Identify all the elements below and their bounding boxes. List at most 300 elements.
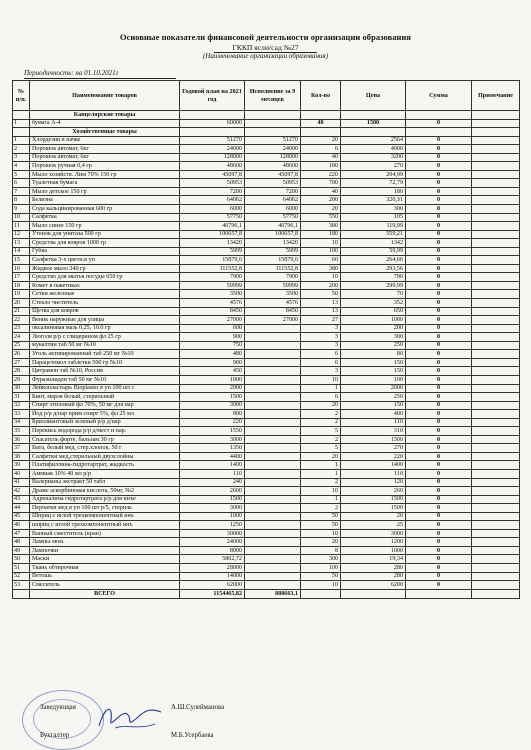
quantity-value: 200	[301, 196, 341, 205]
note-value	[472, 281, 520, 290]
table-row	[13, 367, 520, 376]
signature-role-accountant: Бухгалтер	[40, 732, 70, 739]
table-row	[13, 546, 520, 555]
row-number: 35	[13, 427, 30, 436]
item-name: Мыло синее 150 гр	[30, 222, 180, 231]
table-row	[13, 247, 520, 256]
quantity-value: 2	[301, 410, 341, 419]
section-title: Хозяйственные товары	[30, 128, 180, 137]
quantity-value: 20	[301, 452, 341, 461]
table-row	[13, 435, 520, 444]
price-value: 400	[341, 410, 406, 419]
execution-value	[245, 435, 301, 444]
item-name: бумага А-4	[30, 119, 180, 128]
plan-value: 6000	[180, 205, 245, 214]
row-number: 25	[13, 341, 30, 350]
price-value: 200	[341, 324, 406, 333]
sum-value: 0	[406, 153, 472, 162]
quantity-value: 20	[301, 538, 341, 547]
row-number: 32	[13, 401, 30, 410]
quantity-value: 50	[301, 572, 341, 581]
execution-value	[245, 401, 301, 410]
table-row	[13, 418, 520, 427]
item-name: Салфетки мед,стерильный двухслойны	[30, 452, 180, 461]
sum-value: 0	[406, 546, 472, 555]
item-name: Мыло хозяйств. Лим 70% 150 гр	[30, 170, 180, 179]
execution-value	[245, 341, 301, 350]
table-row	[13, 290, 520, 299]
sum-value: 0	[406, 162, 472, 171]
item-name: Цитрамон таб №10, Россия	[30, 367, 180, 376]
execution-value	[245, 572, 301, 581]
quantity-value: 10	[301, 581, 341, 590]
sum-value: 0	[406, 341, 472, 350]
quantity-value: 27	[301, 316, 341, 325]
quantity-value: 5	[301, 427, 341, 436]
quantity-value: 20	[301, 136, 341, 145]
quantity-value: 6	[301, 350, 341, 359]
row-number: 43	[13, 495, 30, 504]
item-name: Бриллиантовый зеленый р/р д/нар	[30, 418, 180, 427]
sum-value: 0	[406, 316, 472, 325]
execution-value: 4576	[245, 299, 301, 308]
table-row	[13, 119, 520, 128]
note-value	[472, 299, 520, 308]
plan-value: 1350	[180, 444, 245, 453]
execution-value	[245, 324, 301, 333]
execution-value	[245, 504, 301, 513]
price-value: 110	[341, 469, 406, 478]
sum-value: 0	[406, 213, 472, 222]
plan-value: 1500	[180, 495, 245, 504]
row-number: 7	[13, 187, 30, 196]
quantity-value: 6	[301, 145, 341, 154]
quantity-value: 1	[301, 461, 341, 470]
price-value: 1200	[341, 538, 406, 547]
note-value	[472, 538, 520, 547]
item-name: Средство для мытья посуды 650 гр	[30, 273, 180, 282]
item-name: Вата, белый мед, стер.хлопок, 50 г	[30, 444, 180, 453]
sum-value: 0	[406, 452, 472, 461]
table-row	[13, 504, 520, 513]
plan-value: 50953	[180, 179, 245, 188]
price-value: 20	[341, 512, 406, 521]
quantity-value: 3	[301, 367, 341, 376]
price-value: 100	[341, 375, 406, 384]
execution-value: 57750	[245, 213, 301, 222]
note-value	[472, 393, 520, 402]
price-value: 3200	[341, 153, 406, 162]
sum-value: 0	[406, 367, 472, 376]
execution-value	[245, 393, 301, 402]
quantity-value: 50	[301, 521, 341, 530]
execution-value	[245, 418, 301, 427]
quantity-value: 2	[301, 418, 341, 427]
plan-value: 1250	[180, 521, 245, 530]
row-number: 24	[13, 333, 30, 342]
row-number: 13	[13, 239, 30, 248]
quantity-value: 700	[301, 179, 341, 188]
quantity-value: 13	[301, 299, 341, 308]
note-value	[472, 358, 520, 367]
execution-value: 13420	[245, 239, 301, 248]
plan-value: 1500	[180, 393, 245, 402]
table-row	[13, 264, 520, 273]
plan-value: 7900	[180, 273, 245, 282]
table-row	[13, 333, 520, 342]
sum-value: 0	[406, 529, 472, 538]
document-title: Основные показатели финансовой деятельности организации образования	[119, 33, 412, 42]
price-value: 150	[341, 358, 406, 367]
execution-value: 64062	[245, 196, 301, 205]
execution-value: 7200	[245, 187, 301, 196]
sum-value: 0	[406, 512, 472, 521]
table-row	[13, 307, 520, 316]
sum-value: 0	[406, 196, 472, 205]
price-value: 650	[341, 307, 406, 316]
row-number: 36	[13, 435, 30, 444]
item-name: Средства для ковров 1000 гр	[30, 239, 180, 248]
execution-value	[245, 487, 301, 496]
note-value	[472, 350, 520, 359]
quantity-value: 10	[301, 529, 341, 538]
table-row	[13, 444, 520, 453]
row-number: 45	[13, 512, 30, 521]
signature-name-head: А.Ш.Сулейманова	[171, 704, 225, 711]
row-number: 23	[13, 324, 30, 333]
note-value	[472, 478, 520, 487]
row-number: 1	[13, 119, 30, 128]
note-value	[472, 205, 520, 214]
execution-value	[245, 469, 301, 478]
price-value: 3000	[341, 529, 406, 538]
plan-value: 128000	[180, 153, 245, 162]
plan-value: 3000	[180, 435, 245, 444]
quantity-value: 220	[301, 170, 341, 179]
price-value: 72,79	[341, 179, 406, 188]
price-value: 150	[341, 401, 406, 410]
execution-value	[245, 495, 301, 504]
table-row	[13, 384, 520, 393]
price-value: 1500	[341, 495, 406, 504]
table-row	[13, 350, 520, 359]
row-number: 10	[13, 213, 30, 222]
execution-value	[245, 367, 301, 376]
plan-value: 3000	[180, 504, 245, 513]
execution-value: 100657,8	[245, 230, 301, 239]
price-value: 260	[341, 487, 406, 496]
plan-value: 60000	[180, 119, 245, 128]
section-row	[13, 128, 520, 137]
plan-value: 900	[180, 333, 245, 342]
note-value	[472, 452, 520, 461]
quantity-value: 40	[301, 119, 341, 128]
row-number: 29	[13, 375, 30, 384]
sum-value: 0	[406, 350, 472, 359]
row-number: 5	[13, 170, 30, 179]
item-name: Порошок автомат, 6кг	[30, 145, 180, 154]
quantity-value: 1	[301, 384, 341, 393]
sum-value: 0	[406, 170, 472, 179]
sum-value: 0	[406, 435, 472, 444]
table-row	[13, 427, 520, 436]
note-value	[472, 401, 520, 410]
section-title: Канцелярские товары	[30, 111, 180, 120]
price-value: 59,99	[341, 247, 406, 256]
sum-value: 0	[406, 427, 472, 436]
sum-value: 0	[406, 410, 472, 419]
plan-value: 111552,8	[180, 264, 245, 273]
item-name: шприц с иглой трехкомпонентный инъ	[30, 521, 180, 530]
note-value	[472, 290, 520, 299]
sum-value: 0	[406, 324, 472, 333]
plan-value: 62000	[180, 581, 245, 590]
note-value	[472, 487, 520, 496]
item-name: Драже аскорбиновая кислота, 50мг, №2	[30, 487, 180, 496]
table-row	[13, 393, 520, 402]
execution-value	[245, 512, 301, 521]
plan-value: 5999	[180, 247, 245, 256]
note-value	[472, 230, 520, 239]
sum-value: 0	[406, 418, 472, 427]
sum-value: 0	[406, 179, 472, 188]
row-number: 3	[13, 153, 30, 162]
row-number: 4	[13, 162, 30, 171]
table-row	[13, 538, 520, 547]
table-row	[13, 136, 520, 145]
execution-value	[245, 333, 301, 342]
sum-value: 0	[406, 572, 472, 581]
sum-value: 0	[406, 581, 472, 590]
sum-value: 0	[406, 239, 472, 248]
item-name: Ткань обтирочная	[30, 563, 180, 572]
table-row	[13, 187, 520, 196]
quantity-value: 1	[301, 469, 341, 478]
item-name: Салфетка	[30, 213, 180, 222]
plan-value: 4400	[180, 452, 245, 461]
item-name: Лампы люм.	[30, 538, 180, 547]
sum-value: 0	[406, 504, 472, 513]
signature-name-accountant: М.Б.Усербаева	[171, 732, 214, 739]
price-value: 1000	[341, 316, 406, 325]
price-value: 299,99	[341, 281, 406, 290]
plan-value: 51270	[180, 136, 245, 145]
plan-value: 3000	[180, 401, 245, 410]
plan-value: 900	[180, 358, 245, 367]
plan-value: 1000	[180, 375, 245, 384]
note-value	[472, 324, 520, 333]
note-value	[472, 307, 520, 316]
execution-value: 15879,6	[245, 256, 301, 265]
plan-value: 100657,8	[180, 230, 245, 239]
table-row	[13, 222, 520, 231]
table-row	[13, 341, 520, 350]
plan-value: 1000	[180, 512, 245, 521]
row-number: 9	[13, 205, 30, 214]
item-name: Туалетная бумага	[30, 179, 180, 188]
row-number: 8	[13, 196, 30, 205]
item-name: Ветошь	[30, 572, 180, 581]
signature-role-head: Заведующая	[40, 704, 76, 711]
plan-value: 48600	[180, 162, 245, 171]
note-value	[472, 384, 520, 393]
row-number: 1	[13, 136, 30, 145]
organization-stamp	[22, 690, 104, 750]
row-number: 33	[13, 410, 30, 419]
note-value	[472, 256, 520, 265]
plan-value: 2600	[180, 487, 245, 496]
note-value	[472, 119, 520, 128]
price-value: 80	[341, 350, 406, 359]
plan-value: 800	[180, 410, 245, 419]
quantity-value: 380	[301, 222, 341, 231]
quantity-value: 3	[301, 341, 341, 350]
plan-value: 14000	[180, 572, 245, 581]
plan-value: 64062	[180, 196, 245, 205]
table-body	[13, 111, 520, 590]
note-value	[472, 529, 520, 538]
price-value: 220	[341, 452, 406, 461]
note-value	[472, 581, 520, 590]
plan-value: 45097,8	[180, 170, 245, 179]
quantity-value: 2	[301, 435, 341, 444]
item-name: Перчатки мед в уп 100 шт р/5, стериль	[30, 504, 180, 513]
note-value	[472, 162, 520, 171]
quantity-value: 3	[301, 333, 341, 342]
row-number: 48	[13, 538, 30, 547]
item-name: Спасатель форте, бальзам 30 гр	[30, 435, 180, 444]
quantity-value: 180	[301, 162, 341, 171]
table-row	[13, 256, 520, 265]
plan-value: 480	[180, 350, 245, 359]
quantity-value: 50	[301, 512, 341, 521]
sum-value: 0	[406, 487, 472, 496]
table-row	[13, 461, 520, 470]
execution-value: 3500	[245, 290, 301, 299]
price-value: 270	[341, 444, 406, 453]
plan-value: 8450	[180, 307, 245, 316]
price-value: 1500	[341, 119, 406, 128]
sum-value: 0	[406, 538, 472, 547]
row-number: 52	[13, 572, 30, 581]
col-header-plan: Годовой план на 2021 год	[180, 81, 245, 111]
item-name: Сода кальцинированная 600 гр	[30, 205, 180, 214]
sum-value: 0	[406, 187, 472, 196]
row-number: 38	[13, 452, 30, 461]
table-row	[13, 213, 520, 222]
row-number: 41	[13, 478, 30, 487]
price-value: 250	[341, 341, 406, 350]
item-name: Лейкопластырь Bioplaster в уп 100 шт с	[30, 384, 180, 393]
plan-value: 240	[180, 478, 245, 487]
note-value	[472, 504, 520, 513]
row-number: 44	[13, 504, 30, 513]
price-value: 250	[341, 393, 406, 402]
price-value: 559,21	[341, 230, 406, 239]
plan-value: 2000	[180, 384, 245, 393]
quantity-value: 300	[301, 555, 341, 564]
row-number: 42	[13, 487, 30, 496]
quantity-value: 10	[301, 239, 341, 248]
col-header-execution: Исполнение за 9 месяцев	[245, 81, 301, 111]
item-name: Спирт этиловый фл 70%, 50 мг для нар	[30, 401, 180, 410]
note-value	[472, 187, 520, 196]
execution-value: 59999	[245, 281, 301, 290]
organization-name: ГККП ясли/сад №27	[214, 43, 316, 53]
note-value	[472, 418, 520, 427]
price-value: 19,34	[341, 555, 406, 564]
note-value	[472, 555, 520, 564]
period-underline	[24, 78, 176, 79]
sum-value: 0	[406, 375, 472, 384]
table-row	[13, 487, 520, 496]
total-execution: 888663,1	[245, 589, 301, 598]
table-row	[13, 375, 520, 384]
row-number: 12	[13, 230, 30, 239]
execution-value	[245, 538, 301, 547]
plan-value: 24000	[180, 538, 245, 547]
quantity-value: 100	[301, 247, 341, 256]
item-name: Порошок ручная 0,4 гр	[30, 162, 180, 171]
price-value: 270	[341, 162, 406, 171]
execution-value	[245, 563, 301, 572]
item-name: Валерианы экстракт 50 табл	[30, 478, 180, 487]
price-value: 180	[341, 187, 406, 196]
note-value	[472, 196, 520, 205]
row-number: 17	[13, 273, 30, 282]
quantity-value: 3	[301, 324, 341, 333]
quantity-value: 50	[301, 290, 341, 299]
item-name: Хлордезин в пачке	[30, 136, 180, 145]
item-name: Уголь активированный таб 250 мг №10	[30, 350, 180, 359]
execution-value: 128000	[245, 153, 301, 162]
note-value	[472, 222, 520, 231]
execution-value: 51270	[245, 136, 301, 145]
organization-caption: (Наименование организации образования)	[202, 52, 329, 60]
item-name: Бинт, марля белый, стерильный	[30, 393, 180, 402]
row-number: 53	[13, 581, 30, 590]
price-value: 70	[341, 290, 406, 299]
sum-value: 0	[406, 281, 472, 290]
plan-value: 750	[180, 341, 245, 350]
sum-value: 0	[406, 401, 472, 410]
execution-value: 45097,8	[245, 170, 301, 179]
item-name: Жидкое мыло 240 гр	[30, 264, 180, 273]
note-value	[472, 512, 520, 521]
quantity-value: 6	[301, 393, 341, 402]
item-name: Салфетка 3-х цветн.в уп	[30, 256, 180, 265]
note-value	[472, 145, 520, 154]
price-value: 1500	[341, 435, 406, 444]
execution-value: 48600	[245, 162, 301, 171]
price-value: 150	[341, 367, 406, 376]
price-value: 1500	[341, 504, 406, 513]
quantity-value: 2	[301, 478, 341, 487]
price-value: 264,66	[341, 256, 406, 265]
row-number: 15	[13, 256, 30, 265]
execution-value: 8450	[245, 307, 301, 316]
execution-value	[245, 410, 301, 419]
plan-value: 5802,72	[180, 555, 245, 564]
table-row	[13, 478, 520, 487]
note-value	[472, 435, 520, 444]
note-value	[472, 273, 520, 282]
sum-value: 0	[406, 136, 472, 145]
col-header-price: Цена	[341, 81, 406, 111]
item-name: Парацетомол таблетки 500 гр №10	[30, 358, 180, 367]
price-value: 204,99	[341, 170, 406, 179]
price-value: 2000	[341, 384, 406, 393]
